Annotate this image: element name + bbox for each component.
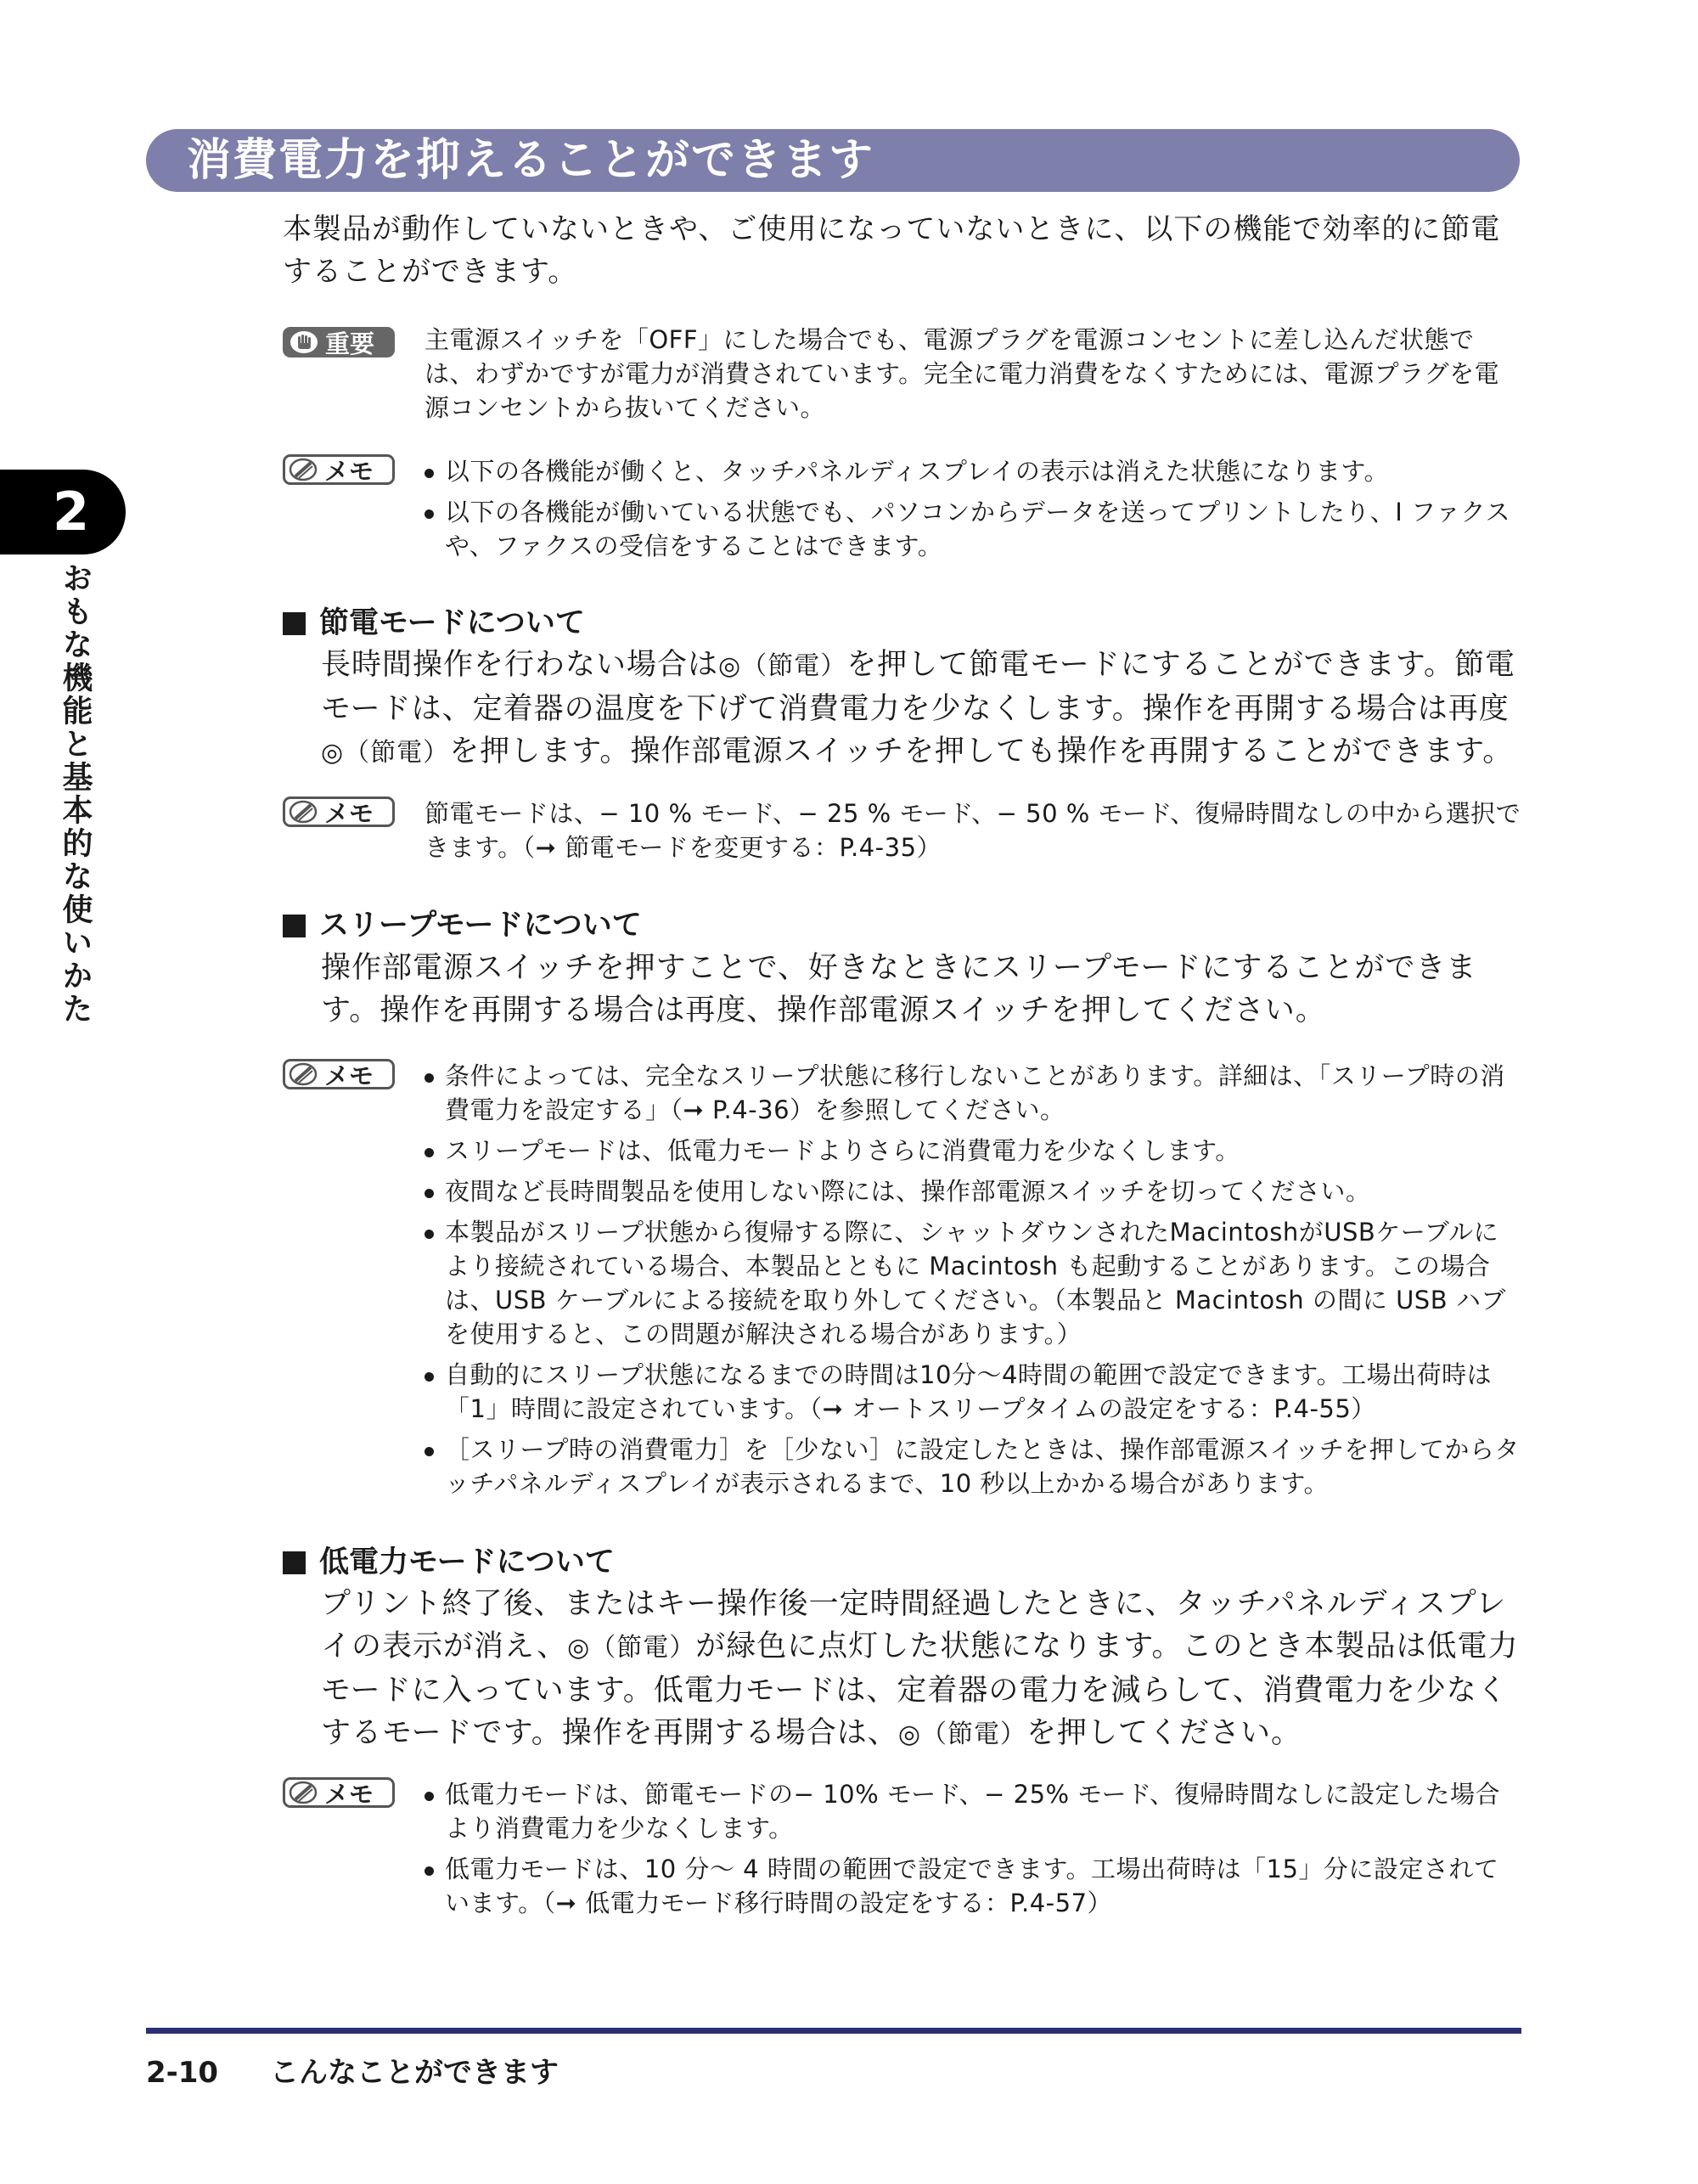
memo-note bbox=[424, 454, 1522, 570]
footer-rule bbox=[146, 2028, 1521, 2034]
section-body bbox=[321, 644, 1522, 774]
pencil-icon bbox=[289, 800, 318, 824]
intro-paragraph: 本製品が動作していないときや、ご使用になっていないときに、以下の機能で効率的に節電することができます。 bbox=[283, 212, 1501, 289]
square-bullet-icon bbox=[283, 1551, 306, 1574]
setsuden-key-icon: ◎（節電） bbox=[718, 651, 847, 681]
chapter-tab bbox=[0, 470, 126, 554]
footer-section-title: こんなことができます bbox=[270, 2056, 559, 2090]
memo-badge-label: メモ bbox=[324, 456, 374, 486]
section-heading bbox=[283, 605, 585, 642]
hand-stop-icon bbox=[290, 330, 318, 354]
chapter-number: 2 bbox=[53, 481, 90, 543]
section-heading bbox=[283, 907, 642, 944]
body-text: を押して節電モードにすることができます。節電モードは、定着器の温度を下げて消費電力を少なくします。操作を再開する場合は再度 bbox=[321, 648, 1516, 726]
body-text: 長時間操作を行わない場合は bbox=[321, 648, 719, 682]
memo-badge-label: メモ bbox=[324, 798, 374, 828]
important-badge bbox=[283, 327, 395, 357]
memo-item: 低電力モードは、節電モードの− 10% モード、− 25% モード、復帰時間なしに設定した場合より消費電力を少なくします。 bbox=[424, 1777, 1522, 1845]
memo-item: 以下の各機能が働くと、タッチパネルディスプレイの表示は消えた状態になります。 bbox=[424, 454, 1522, 488]
pencil-icon bbox=[289, 458, 318, 481]
memo-badge bbox=[283, 454, 395, 485]
memo-badge bbox=[283, 1777, 395, 1808]
section-heading-text: 低電力モードについて bbox=[319, 1545, 615, 1579]
memo-badge-label: メモ bbox=[324, 1779, 374, 1809]
memo-badge bbox=[283, 1059, 395, 1089]
memo-item: 条件によっては、完全なスリープ状態に移行しないことがあります。詳細は、「スリープ時の消費電力を設定する」（➞ P.4-36）を参照してください。 bbox=[424, 1059, 1522, 1127]
pencil-icon bbox=[289, 1062, 318, 1086]
memo-badge-label: メモ bbox=[324, 1061, 374, 1090]
section-body bbox=[321, 1583, 1522, 1756]
body-text: が緑色に点灯した状態になります。このとき本製品は低電力モードに入っています。低電力モードは、定着器の電力を減らして、消費電力を少なくするモードです。操作を再開する場合は、 bbox=[321, 1630, 1519, 1750]
body-text: を押してください。 bbox=[1026, 1716, 1302, 1750]
setsuden-key-icon: ◎（節電） bbox=[321, 738, 450, 768]
page-title-bar bbox=[146, 129, 1520, 192]
memo-note bbox=[424, 1777, 1522, 1927]
important-badge-label: 重要 bbox=[325, 329, 375, 358]
page-title: 消費電力を抑えることができます bbox=[187, 135, 875, 186]
section-heading bbox=[283, 1544, 615, 1581]
chapter-title: おもな機能と基本的な使いかた bbox=[58, 562, 93, 1026]
setsuden-key-icon: ◎（節電） bbox=[567, 1633, 696, 1663]
memo-item: ［スリープ時の消費電力］を［少ない］に設定したときは、操作部電源スイッチを押してからタッチパネルディスプレイが表示されるまで、10 秒以上かかる場合があります。 bbox=[424, 1433, 1522, 1500]
square-bullet-icon bbox=[283, 915, 306, 937]
body-text: を押します。操作部電源スイッチを押しても操作を再開することができます。 bbox=[449, 735, 1514, 768]
page-number: 2-10 bbox=[146, 2056, 219, 2090]
section-body: 操作部電源スイッチを押すことで、好きなときにスリープモードにすることができます。操作を再開する場合は再度、操作部電源スイッチを押してください。 bbox=[321, 951, 1477, 1027]
memo-item: 低電力モードは、10 分〜 4 時間の範囲で設定できます。工場出荷時は「15」分に設定されています。（➞ 低電力モード移行時間の設定をする：P.4-57） bbox=[424, 1852, 1522, 1920]
memo-item: 以下の各機能が働いている状態でも、パソコンからデータを送ってプリントしたり、I ファクスや、ファクスの受信をすることはできます。 bbox=[424, 495, 1522, 563]
section-heading-text: 節電モードについて bbox=[319, 606, 585, 640]
pencil-icon bbox=[289, 1781, 318, 1804]
memo-note: 節電モードは、− 10 % モード、− 25 % モード、− 50 % モード、復帰時間なしの中から選択できます。（➞ 節電モードを変更する：P.4-35） bbox=[424, 799, 1521, 862]
memo-badge bbox=[283, 796, 395, 827]
memo-item: スリープモードは、低電力モードよりさらに消費電力を少なくします。 bbox=[424, 1134, 1522, 1168]
memo-item: 自動的にスリープ状態になるまでの時間は10分〜4時間の範囲で設定できます。工場出荷時は「1」時間に設定されています。（➞ オートスリープタイムの設定をする：P.4-55） bbox=[424, 1358, 1522, 1426]
body-text: プリント終了後、またはキー操作後一定時間経過したときに、タッチパネルディスプレイの表示が消え、 bbox=[321, 1587, 1507, 1663]
memo-item: 本製品がスリープ状態から復帰する際に、シャットダウンされたMacintoshがUSBケーブルにより接続されている場合、本製品とともに Macintosh も起動することがあります。この場合は、USB ケーブルによる接続を取り外してください。（本製品と Macintosh の間に USB ハブを使用すると、この問題が解決される場合があります。） bbox=[424, 1215, 1522, 1351]
setsuden-key-icon: ◎（節電） bbox=[897, 1720, 1026, 1749]
memo-note bbox=[424, 1059, 1522, 1507]
important-note: 主電源スイッチを「OFF」にした場合でも、電源プラグを電源コンセントに差し込んだ状態では、わずかですが電力が消費されています。完全に電力消費をなくすためには、電源プラグを電源コンセントから抜いてください。 bbox=[424, 325, 1500, 422]
square-bullet-icon bbox=[283, 612, 306, 635]
memo-item: 夜間など長時間製品を使用しない際には、操作部電源スイッチを切ってください。 bbox=[424, 1174, 1522, 1208]
section-heading-text: スリープモードについて bbox=[319, 909, 642, 943]
